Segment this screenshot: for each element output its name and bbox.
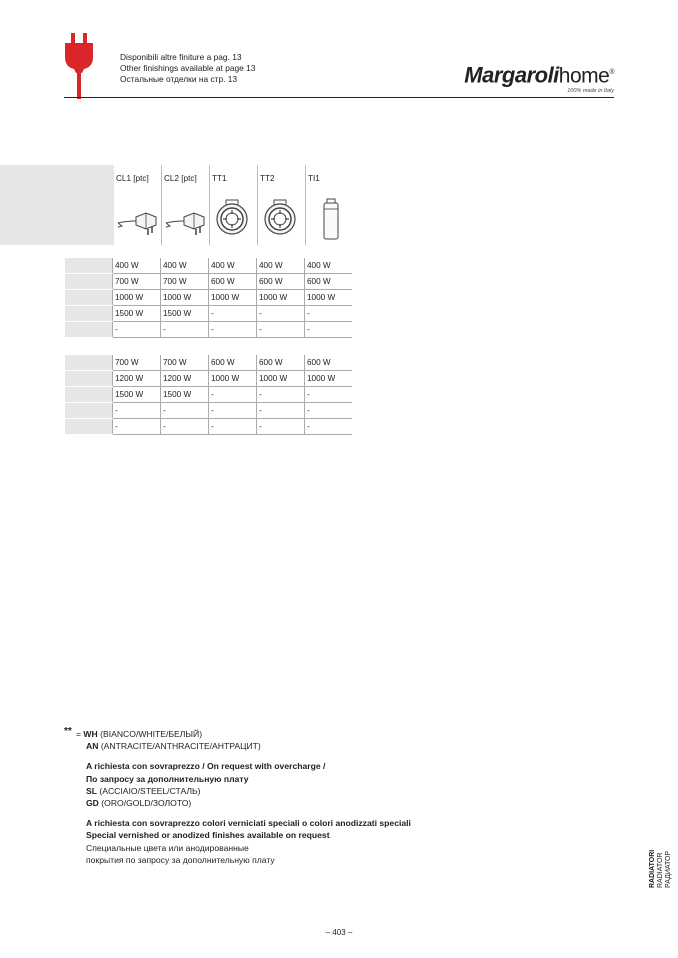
- power-cell: -: [257, 419, 305, 435]
- legend-sl-desc: (ACCIAIO/STEEL/СТАЛЬ): [99, 785, 201, 796]
- legend-stars: **: [64, 726, 72, 737]
- power-cell: 1000 W: [161, 290, 209, 306]
- power-cell: -: [257, 306, 305, 322]
- legend-request-2-ru-1: Специальные цвета или анодированные: [86, 842, 249, 853]
- page-number: – 403 –: [325, 928, 353, 937]
- brand-main: Margaroli: [464, 62, 559, 88]
- table-row: [65, 387, 352, 403]
- row-label-cell: [65, 306, 113, 322]
- column-label: CL1 [ptc]: [116, 174, 149, 183]
- power-cell: -: [209, 322, 257, 338]
- power-cell: -: [113, 419, 161, 435]
- power-cell: -: [161, 403, 209, 419]
- power-cell: -: [209, 306, 257, 322]
- row-label-cell: [65, 355, 113, 371]
- table-row: [65, 274, 352, 290]
- power-cell: 600 W: [257, 274, 305, 290]
- power-cell: 1500 W: [113, 387, 161, 403]
- table-row: [65, 355, 352, 371]
- power-cell: 400 W: [161, 258, 209, 274]
- power-cell: -: [161, 419, 209, 435]
- power-cell: 1000 W: [305, 290, 353, 306]
- column-label: CL2 [ptc]: [164, 174, 197, 183]
- table-row: [65, 306, 352, 322]
- power-table-2: [65, 355, 352, 435]
- legend-request-2-ru-2: покрытия по запросу за дополнительную плату: [86, 854, 275, 865]
- thermostat-knob-icon: [260, 198, 302, 238]
- column-tt1: [210, 165, 257, 245]
- column-divider: [209, 165, 210, 245]
- column-divider: [305, 165, 306, 245]
- legend-request-2-en: Special vernished or anodized finishes available on request: [86, 830, 330, 841]
- cable-plug-icon: [164, 203, 206, 237]
- column-tt2: [258, 165, 305, 245]
- row-label-cell: [65, 274, 113, 290]
- power-cell: -: [305, 387, 353, 403]
- side-label-ru: РАДИАТОР: [665, 850, 672, 888]
- power-cell: -: [257, 403, 305, 419]
- power-cell: 600 W: [209, 355, 257, 371]
- table-row: [65, 322, 352, 338]
- power-cell: 400 W: [113, 258, 161, 274]
- power-cell: 1000 W: [257, 371, 305, 387]
- column-divider: [161, 165, 162, 245]
- legend-gd-desc: (ORO/GOLD/ЗОЛОТО): [101, 798, 192, 809]
- row-label-cell: [65, 290, 113, 306]
- power-cell: -: [305, 419, 353, 435]
- legend-request-1-ru: По запросу за дополнительную плату: [86, 773, 249, 784]
- column-divider: [257, 165, 258, 245]
- legend-wh-desc: (BIANCO/WHITE/БЕЛЫЙ): [100, 729, 203, 739]
- power-cell: 1000 W: [113, 290, 161, 306]
- power-cell: 600 W: [305, 274, 353, 290]
- power-cell: 700 W: [113, 274, 161, 290]
- note-line-ru: Остальные отделки на стр. 13: [120, 74, 238, 84]
- power-cell: 1500 W: [113, 306, 161, 322]
- finish-legend: [64, 728, 411, 866]
- power-cell: -: [209, 387, 257, 403]
- legend-an-desc: (ANTRACITE/ANTHRACITE/АНТРАЦИТ): [100, 741, 261, 752]
- power-cell: 400 W: [209, 258, 257, 274]
- power-cell: 700 W: [113, 355, 161, 371]
- row-label-cell: [65, 419, 113, 435]
- power-cell: -: [113, 403, 161, 419]
- legend-request-2-it: A richiesta con sovraprezzo colori verniciati speciali o colori anodizzati speciali: [86, 818, 411, 829]
- power-cell: -: [257, 387, 305, 403]
- legend-request-1: A richiesta con sovraprezzo / On request with overcharge /: [86, 761, 326, 772]
- note-line-en: Other finishings available at page 13: [120, 63, 256, 73]
- power-cell: -: [305, 306, 353, 322]
- power-cell: 1000 W: [209, 290, 257, 306]
- column-label: TI1: [308, 174, 320, 183]
- table-row: [65, 403, 352, 419]
- power-cell: 600 W: [209, 274, 257, 290]
- legend-sl-code: SL: [86, 785, 97, 796]
- power-cell: 700 W: [161, 355, 209, 371]
- power-cell: 700 W: [161, 274, 209, 290]
- row-label-cell: [65, 322, 113, 338]
- table-row: [65, 371, 352, 387]
- power-cell: 1500 W: [161, 306, 209, 322]
- table-row: [65, 419, 352, 435]
- power-cell: -: [209, 419, 257, 435]
- brand-logo: [464, 62, 614, 94]
- legend-wh-code: WH: [83, 729, 98, 739]
- table-row: [65, 258, 352, 274]
- power-cell: 1200 W: [113, 371, 161, 387]
- legend-equals: =: [76, 729, 82, 739]
- side-label-it: RADIATORI: [649, 849, 656, 888]
- row-label-cell: [65, 258, 113, 274]
- electric-plug-icon: [64, 33, 94, 99]
- row-label-cell: [65, 387, 113, 403]
- power-cell: 1000 W: [305, 371, 353, 387]
- row-label-cell: [65, 403, 113, 419]
- power-cell: -: [113, 322, 161, 338]
- table-row: [65, 290, 352, 306]
- finishings-notes: [120, 52, 256, 85]
- power-cell: 600 W: [257, 355, 305, 371]
- power-cell: -: [161, 322, 209, 338]
- section-side-label: [637, 842, 673, 892]
- power-cell: 1000 W: [209, 371, 257, 387]
- column-ti1: [306, 165, 356, 245]
- cable-plug-icon: [116, 203, 158, 237]
- header-divider: [64, 97, 614, 98]
- legend-an-code: AN: [86, 741, 99, 752]
- power-cell: -: [305, 322, 353, 338]
- column-cl2: [162, 165, 209, 245]
- power-cell: -: [209, 403, 257, 419]
- column-cl1: [114, 165, 161, 245]
- power-cell: 1200 W: [161, 371, 209, 387]
- brand-registered: ®: [609, 69, 614, 76]
- note-line-it: Disponibili altre finiture a pag. 13: [120, 52, 242, 62]
- power-cell: 400 W: [257, 258, 305, 274]
- power-cell: 1500 W: [161, 387, 209, 403]
- thermostat-knob-icon: [212, 198, 254, 238]
- power-cell: -: [257, 322, 305, 338]
- brand-tagline: 100% made in Italy: [567, 88, 614, 95]
- power-table-1: [65, 258, 352, 338]
- brand-home: home: [558, 64, 610, 88]
- row-label-cell: [65, 371, 113, 387]
- power-cell: -: [305, 403, 353, 419]
- power-cell: 600 W: [305, 355, 353, 371]
- power-cell: 400 W: [305, 258, 353, 274]
- side-label-en: RADIATOR: [657, 852, 664, 888]
- cylinder-heater-icon: [308, 195, 350, 241]
- column-label: TT2: [260, 174, 275, 183]
- column-label: TT1: [212, 174, 227, 183]
- power-cell: 1000 W: [257, 290, 305, 306]
- legend-gd-code: GD: [86, 798, 99, 809]
